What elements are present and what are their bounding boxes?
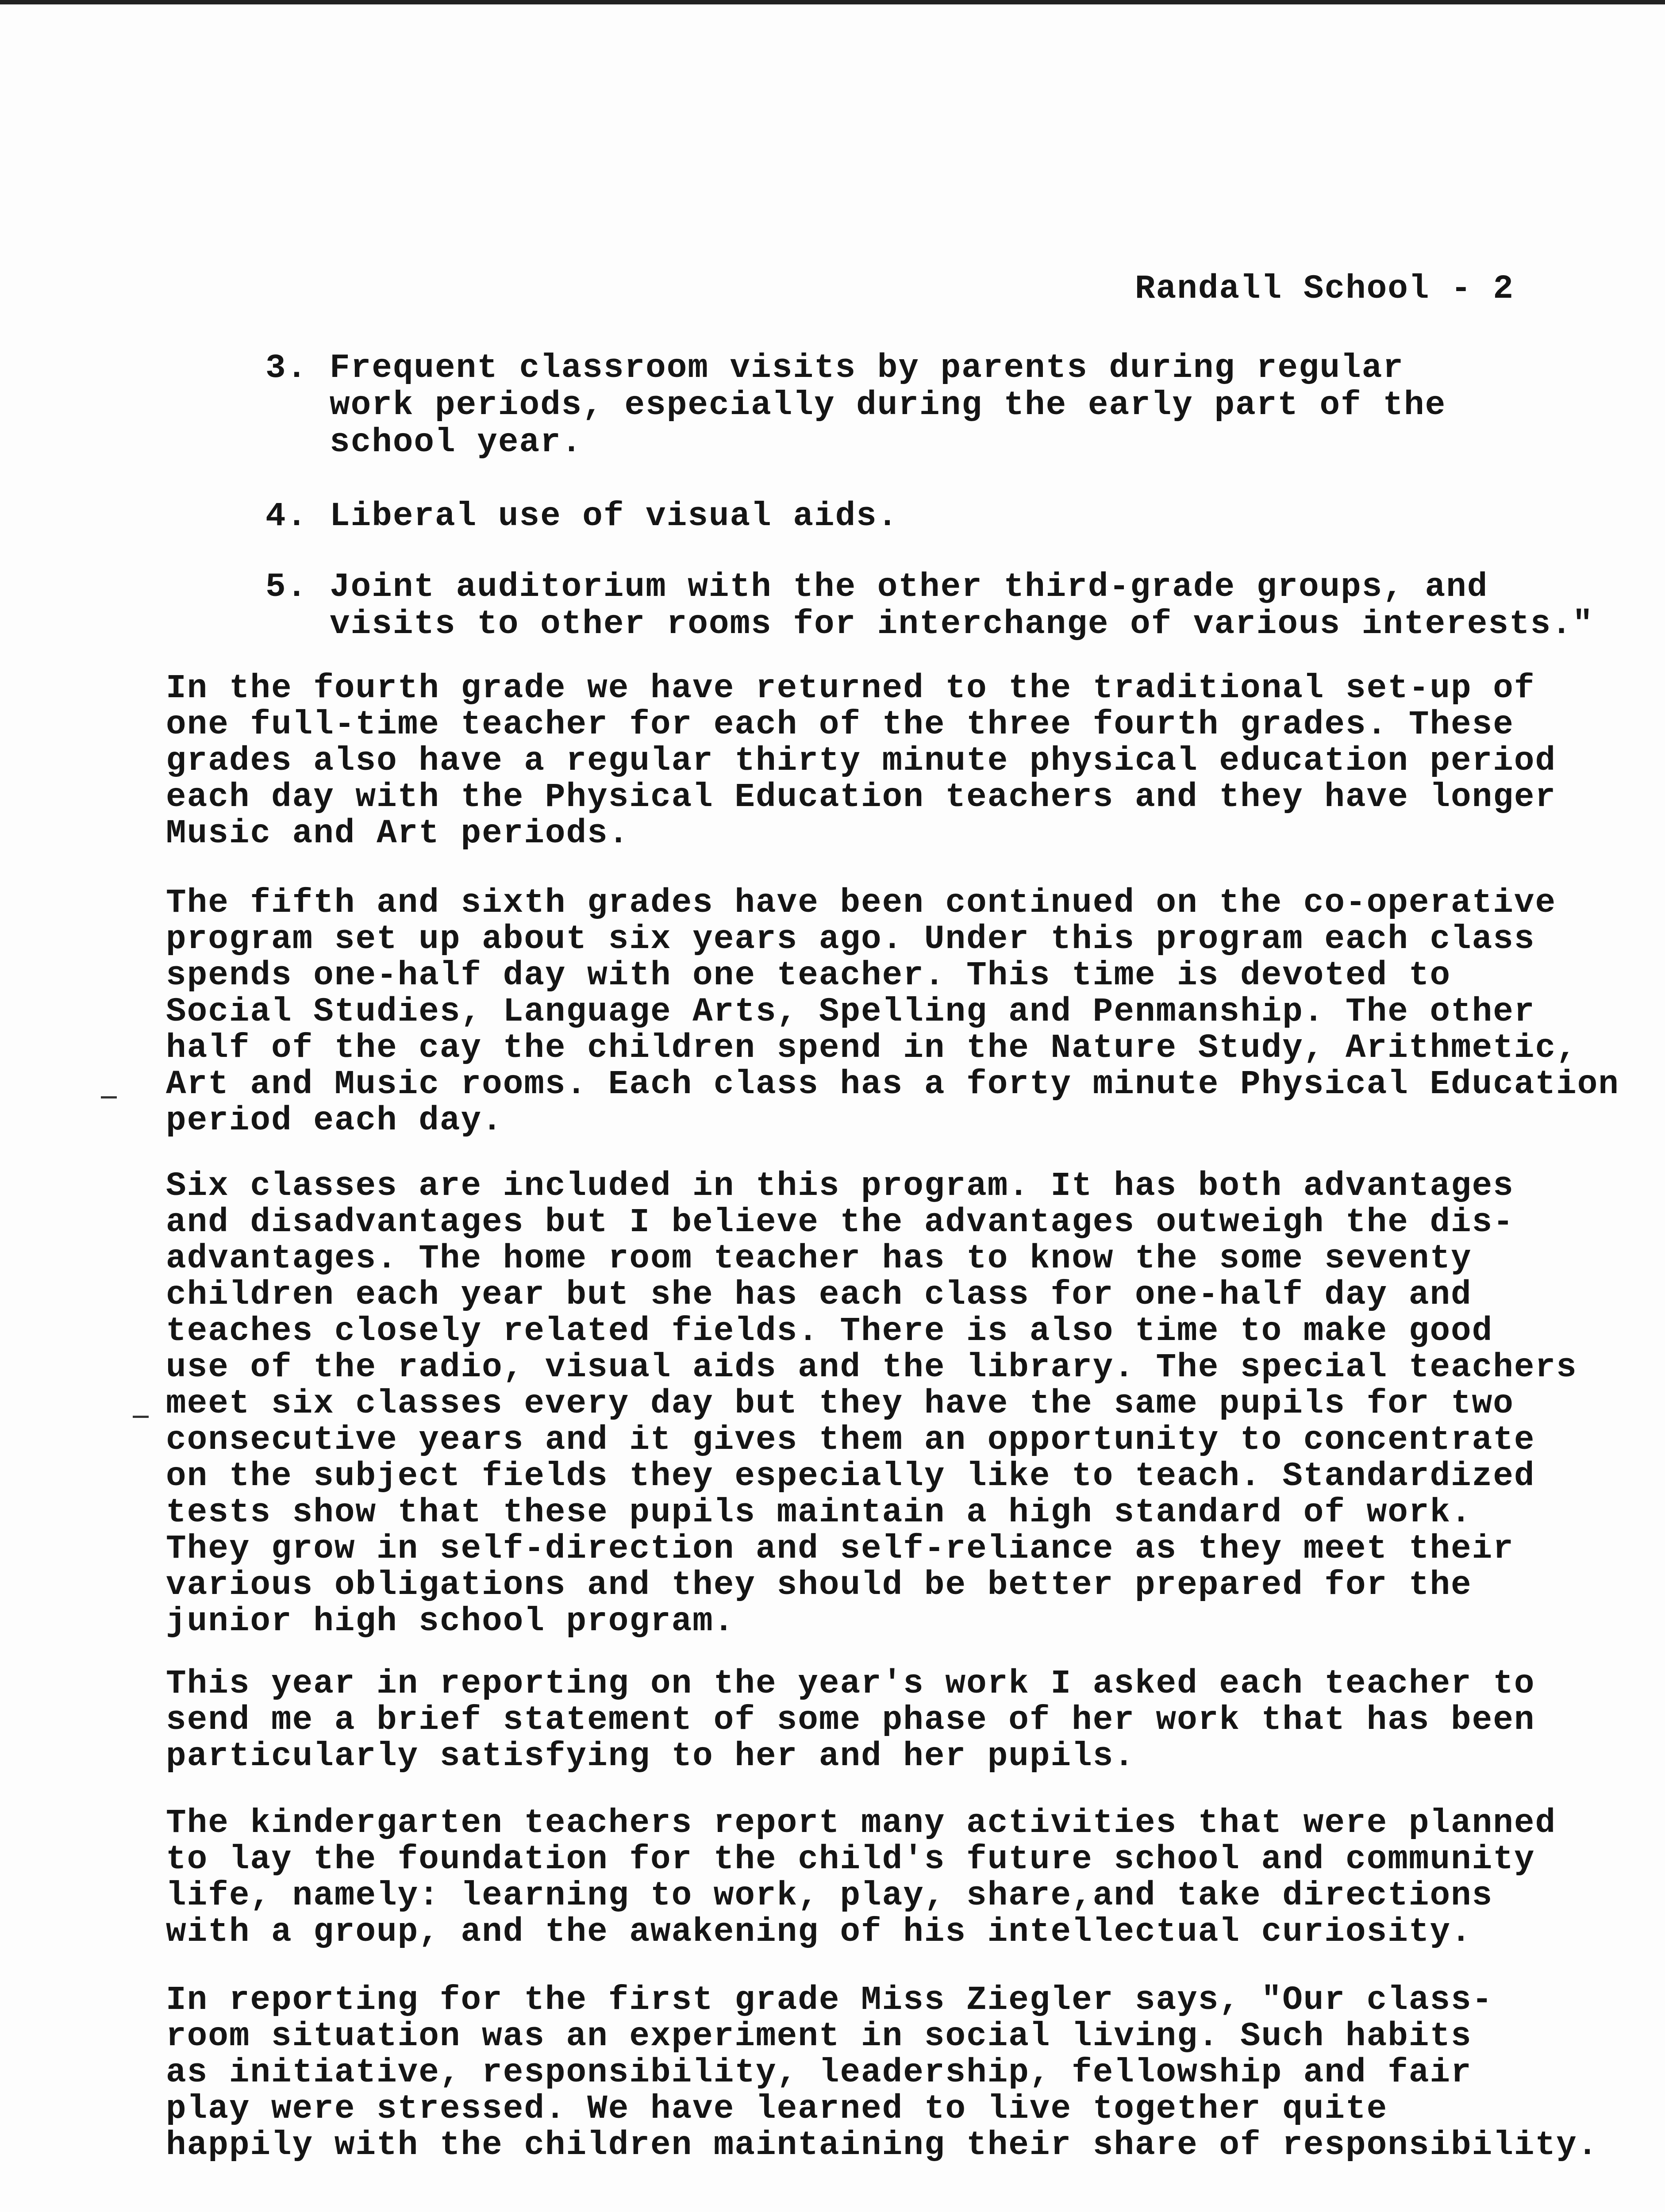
margin-tick	[101, 1096, 117, 1098]
paragraph-fourth-grade: In the fourth grade we have returned to the traditional set-up of one full-time teacher for each of the three fourth grades. These grades also have a regular thirty minute physical education period each day with the Physical Education teachers and they have longer Music and Art periods.	[166, 669, 1557, 853]
paragraph-reporting: This year in reporting on the year's work I asked each teacher to send me a brief statement of some phase of her work that has been particularly satisfying to her and her pupils.	[166, 1665, 1535, 1775]
running-head: Randall School - 2	[1135, 270, 1514, 308]
list-item-number: 3.	[265, 349, 308, 387]
margin-tick	[133, 1416, 149, 1418]
list-item-text: Liberal use of visual aids.	[330, 497, 899, 535]
list-item-number: 4.	[265, 497, 308, 535]
list-item	[265, 498, 1637, 535]
list-item-text: Frequent classroom visits by parents during regular work periods, especially during the early part of the school year.	[330, 349, 1446, 461]
paragraph-kindergarten: The kindergarten teachers report many activities that were planned to lay the foundation for the child's future school and community life, namely: learning to work, play, share,and take directions with a group, and the awakening of his intellectual curiosity.	[166, 1804, 1557, 1951]
paragraph-first-grade: In reporting for the first grade Miss Ziegler says, "Our class- room situation was an experiment in social living. Such habits as initiative, responsibility, leadership, fellowship and fair play were stressed. We have learned to live together quite happily with the children maintaining their share of responsibility.	[166, 1981, 1599, 2164]
list-item-text: Joint auditorium with the other third-grade groups, and visits to other rooms for interchange of various interests."	[330, 568, 1594, 643]
list-item	[265, 568, 1637, 643]
paragraph-six-classes: Six classes are included in this program. It has both advantages and disadvantages but I believe the advantages outweigh the dis- advantages. The home room teacher has to know the some seventy children each year but she has each class for one-half day and teaches closely related fields. There is also time to make good use of the radio, visual aids and the library. The special teachers meet six classes every day but they have the same pupils for two consecutive years and it gives them an opportunity to concentrate on the subject fields they especially like to teach. Standardized tests show that these pupils maintain a high standard of work. They grow in self-direction and self-reliance as they meet their various obligations and they should be better prepared for the junior high school program.	[166, 1167, 1577, 1640]
list-item-number: 5.	[265, 568, 308, 606]
paragraph-fifth-sixth-grades: The fifth and sixth grades have been continued on the co-operative program set up about six years ago. Under this program each class spends one-half day with one teacher. This time is devoted to Social Studies, Language Arts, Spelling and Penmanship. The other half of the cay the children spend in the Nature Study, Arithmetic, Art and Music rooms. Each class has a forty minute Physical Education period each day.	[166, 884, 1619, 1140]
list-item	[265, 349, 1637, 461]
page-top-edge	[0, 0, 1665, 4]
